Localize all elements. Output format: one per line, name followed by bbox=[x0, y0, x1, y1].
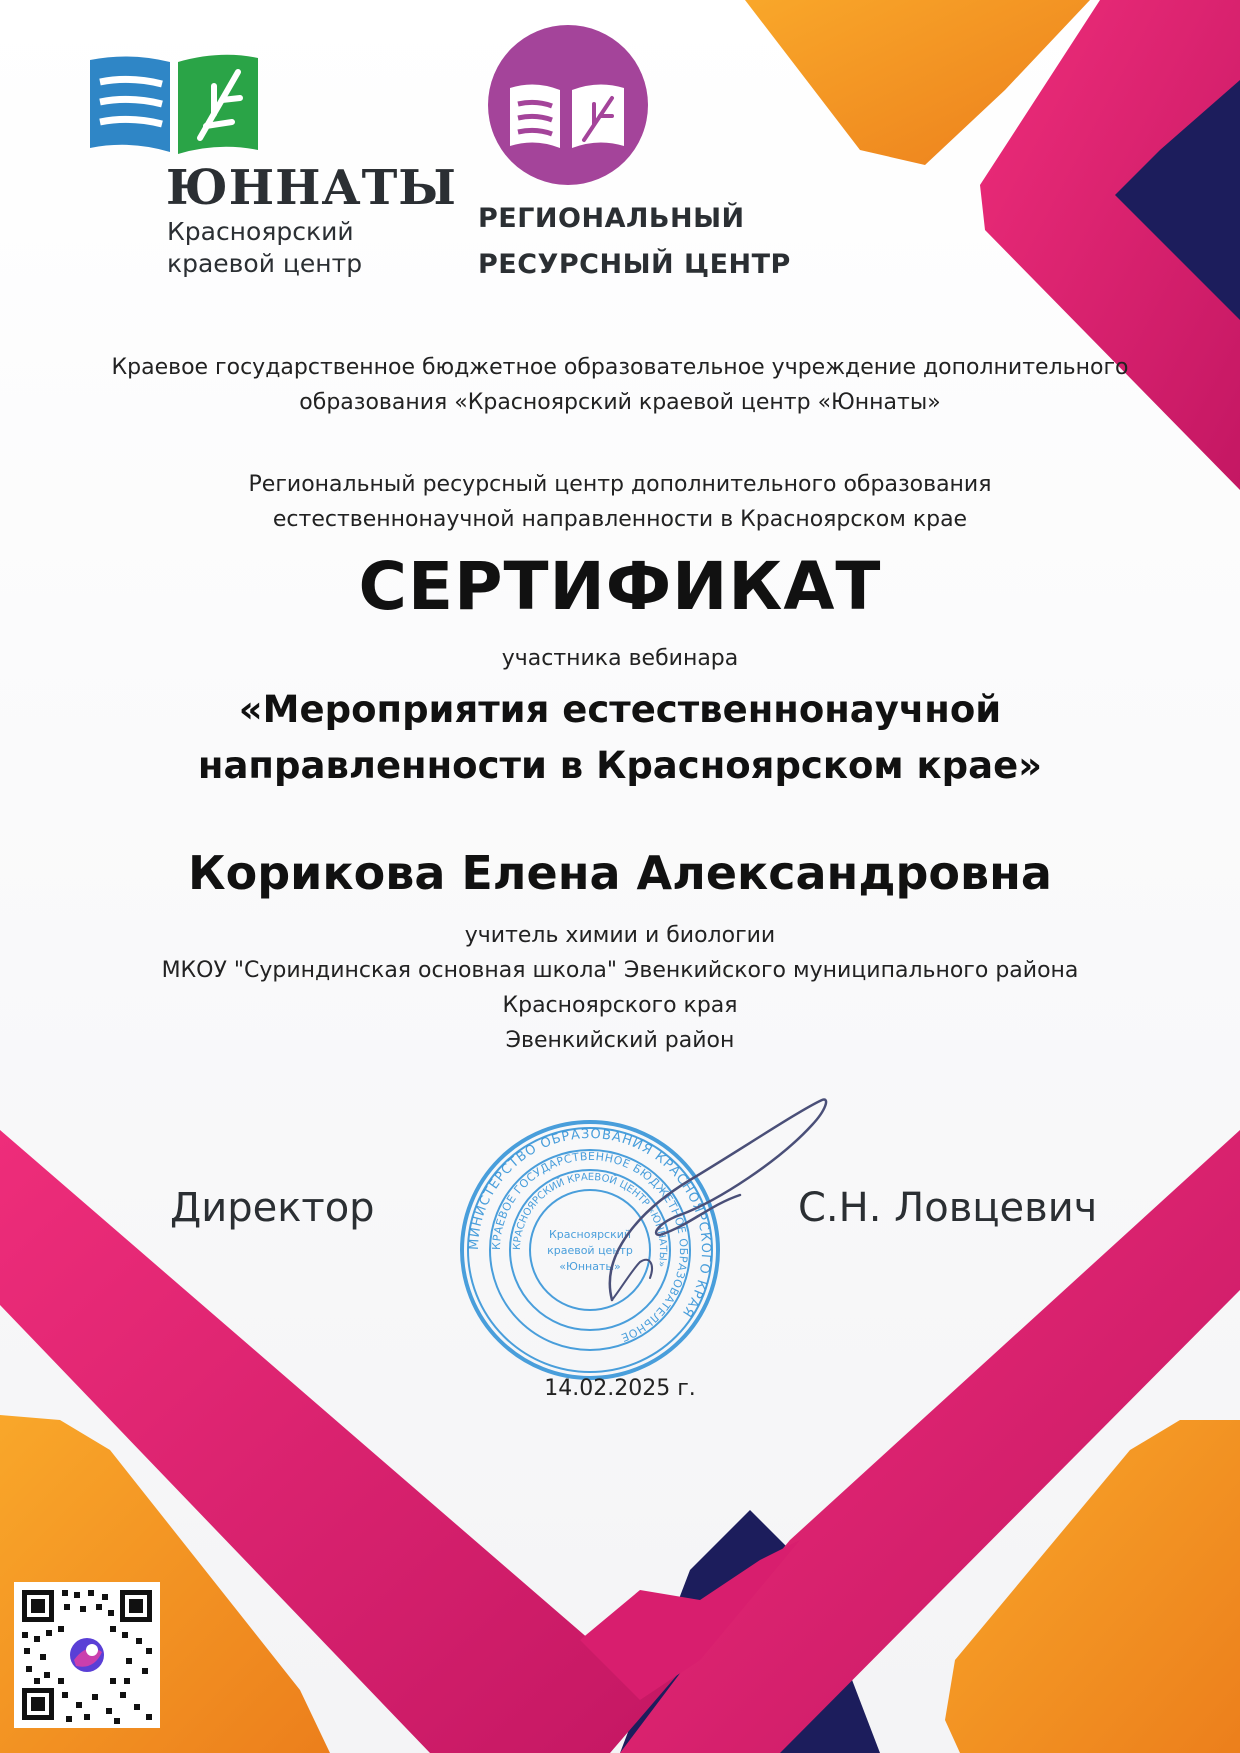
resource-logo-line2: РЕСУРСНЫЙ ЦЕНТР bbox=[478, 249, 791, 280]
recipient-school-line2: Красноярского края bbox=[502, 993, 738, 1018]
signature-name: С.Н. Ловцевич bbox=[798, 1185, 1098, 1231]
stamp-outer-text: МИНИСТЕРСТВО ОБРАЗОВАНИЯ КРАСНОЯРСКОГО КРАЯ bbox=[466, 1126, 714, 1321]
stamp-inner-text: КРАСНОЯРСКИЙ КРАЕВОЙ ЦЕНТР «ЮННАТЫ» bbox=[511, 1171, 669, 1269]
yunnaty-logo-title: ЮННАТЫ bbox=[166, 160, 457, 216]
stamp-center-line3: «Юннаты» bbox=[559, 1260, 621, 1273]
stamp-middle-text: КРАЕВОЕ ГОСУДАРСТВЕННОЕ БЮДЖЕТНОЕ ОБРАЗОВАТЕЛЬНОЕ bbox=[489, 1149, 691, 1345]
recipient-position: учитель химии и биологии bbox=[464, 923, 776, 948]
certificate-title: СЕРТИФИКАТ bbox=[358, 548, 882, 625]
resource-logo-line1: РЕГИОНАЛЬНЫЙ bbox=[478, 203, 745, 234]
stamp-center-line2: краевой центр bbox=[547, 1244, 633, 1257]
signature-role: Директор bbox=[170, 1185, 375, 1231]
recipient-school-line1: МКОУ "Суриндинская основная школа" Эвенкийского муниципального района bbox=[161, 958, 1079, 983]
organization-line1: Краевое государственное бюджетное образовательное учреждение дополнительного bbox=[111, 355, 1129, 380]
stamp-center-line1: Красноярский bbox=[548, 1228, 632, 1241]
organization-line2: образования «Красноярский краевой центр «Юннаты» bbox=[299, 390, 941, 415]
certificate-subtitle: участника вебинара bbox=[501, 646, 739, 671]
resource-center-desc-line1: Региональный ресурсный центр дополнительного образования bbox=[248, 472, 992, 497]
webinar-title-line2: направленности в Красноярском крае» bbox=[197, 744, 1043, 787]
yunnaty-subtitle-line2: краевой центр bbox=[167, 249, 363, 278]
webinar-title-line1: «Мероприятия естественнонаучной bbox=[238, 688, 1002, 731]
qr-code-icon[interactable] bbox=[14, 1582, 160, 1728]
yunnaty-subtitle-line1: Красноярский bbox=[167, 217, 354, 246]
recipient-name: Корикова Елена Александровна bbox=[188, 846, 1052, 900]
recipient-district: Эвенкийский район bbox=[505, 1028, 735, 1053]
certificate-date: 14.02.2025 г. bbox=[544, 1376, 696, 1401]
resource-center-desc-line2: естественнонаучной направленности в Красноярском крае bbox=[272, 507, 968, 532]
